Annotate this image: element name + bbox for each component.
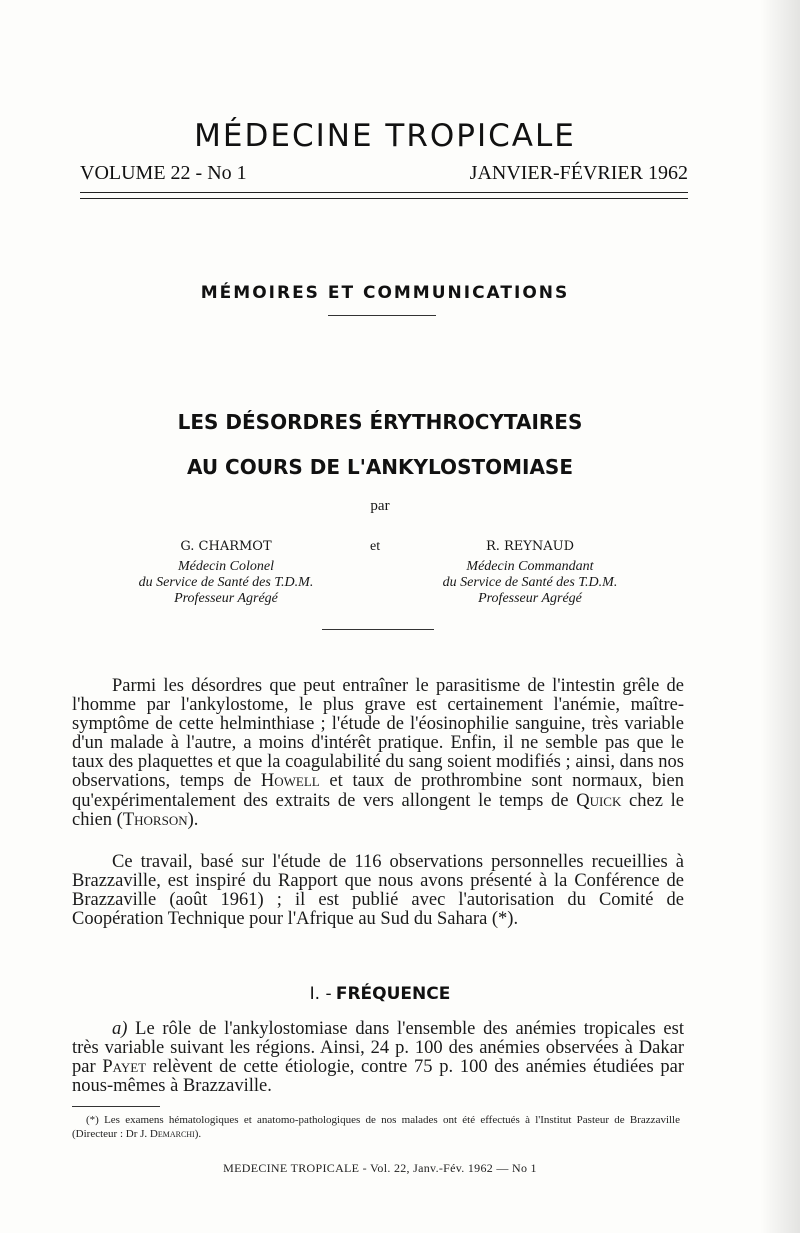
list-marker: a) bbox=[112, 1019, 128, 1039]
running-footer: MEDECINE TROPICALE - Vol. 22, Janv.-Fév. 1962 — No 1 bbox=[223, 1161, 537, 1175]
journal-title: MÉDECINE TROPICALE bbox=[194, 118, 576, 154]
paragraph-frequence: a) Le rôle de l'ankylostomiase dans l'ensemble des anémies tropicales est très variable suivant les régions. Ainsi, 24 p. 100 des anémies observées à Dakar par Payet relèvent de cette étiologie, contre 75 p. 100 des anémies étudiées par nous-mêmes à Brazzaville. bbox=[72, 1019, 684, 1097]
section-title: MÉMOIRES ET COMMUNICATIONS bbox=[200, 283, 570, 303]
author-title: Professeur Agrégé bbox=[478, 591, 582, 606]
heading-number: I. - bbox=[309, 984, 332, 1004]
footnote: (*) Les examens hématologiques et anatomo-pathologiques de nos malades ont été effectués à l'Institut Pasteur de Brazzaville (Directeur : Dr J. Demarchi). bbox=[72, 1114, 680, 1140]
cited-author: Howell bbox=[260, 771, 320, 792]
author-service: du Service de Santé des T.D.M. bbox=[442, 575, 618, 590]
author-service: du Service de Santé des T.D.M. bbox=[138, 575, 314, 590]
footnote-rule bbox=[72, 1106, 160, 1107]
cited-author: Thorson bbox=[122, 809, 188, 830]
section-heading-frequence bbox=[0, 984, 760, 1004]
cited-author: Demarchi bbox=[149, 1128, 195, 1140]
paragraph-context: Ce travail, basé sur l'étude de 116 observations personnelles recueillies à Brazzaville, est inspiré du Rapport que nous avons présenté à la Conférence de Brazzaville (août 1961) ; il est publié avec l'autorisation du Comité de Coopération Technique pour l'Afrique au Sud du Sahara (*). bbox=[72, 852, 684, 930]
author-rank: Médecin Colonel bbox=[177, 559, 275, 574]
cited-author: Payet bbox=[102, 1057, 147, 1078]
author-rank: Médecin Commandant bbox=[466, 559, 594, 574]
authors-divider bbox=[322, 629, 434, 630]
section-divider bbox=[328, 315, 436, 316]
by-line: par bbox=[370, 498, 390, 514]
page-edge-shadow bbox=[760, 0, 800, 1233]
author-block bbox=[390, 539, 670, 607]
header-double-rule bbox=[80, 192, 688, 199]
author-conjunction: et bbox=[370, 539, 381, 554]
cited-author: Quick bbox=[576, 790, 622, 811]
author-block bbox=[86, 539, 366, 607]
author-name: G. CHARMOT bbox=[180, 539, 272, 554]
volume-number: VOLUME 22 - No 1 bbox=[80, 162, 247, 184]
heading-text: FRÉQUENCE bbox=[335, 984, 451, 1004]
author-name: R. REYNAUD bbox=[485, 539, 575, 554]
article-title-line-1: LES DÉSORDRES ÉRYTHROCYTAIRES bbox=[177, 410, 583, 434]
author-title: Professeur Agrégé bbox=[174, 591, 278, 606]
article-title-line-2: AU COURS DE L'ANKYLOSTOMIASE bbox=[186, 455, 573, 479]
issue-date: JANVIER-FÉVRIER 1962 bbox=[469, 162, 688, 184]
paragraph-intro: Parmi les désordres que peut entraîner le parasitisme de l'intestin grêle de l'homme par l'ankylostome, le plus grave est certainement l'anémie, maître-symptôme de cette helminthiase ; l'étude de l'éosinophilie sanguine, très variable d'un malade à l'autre, a moins d'intérêt pratique. Enfin, il ne semble pas que le taux des plaquettes et que la coagulabilité du sang soient modifiés ; ainsi, dans nos observations, temps de Howell et taux de prothrombine sont normaux, bien qu'expérimentalement des extraits de vers allongent le temps de Quick chez le chien (Thorson). bbox=[72, 676, 684, 830]
